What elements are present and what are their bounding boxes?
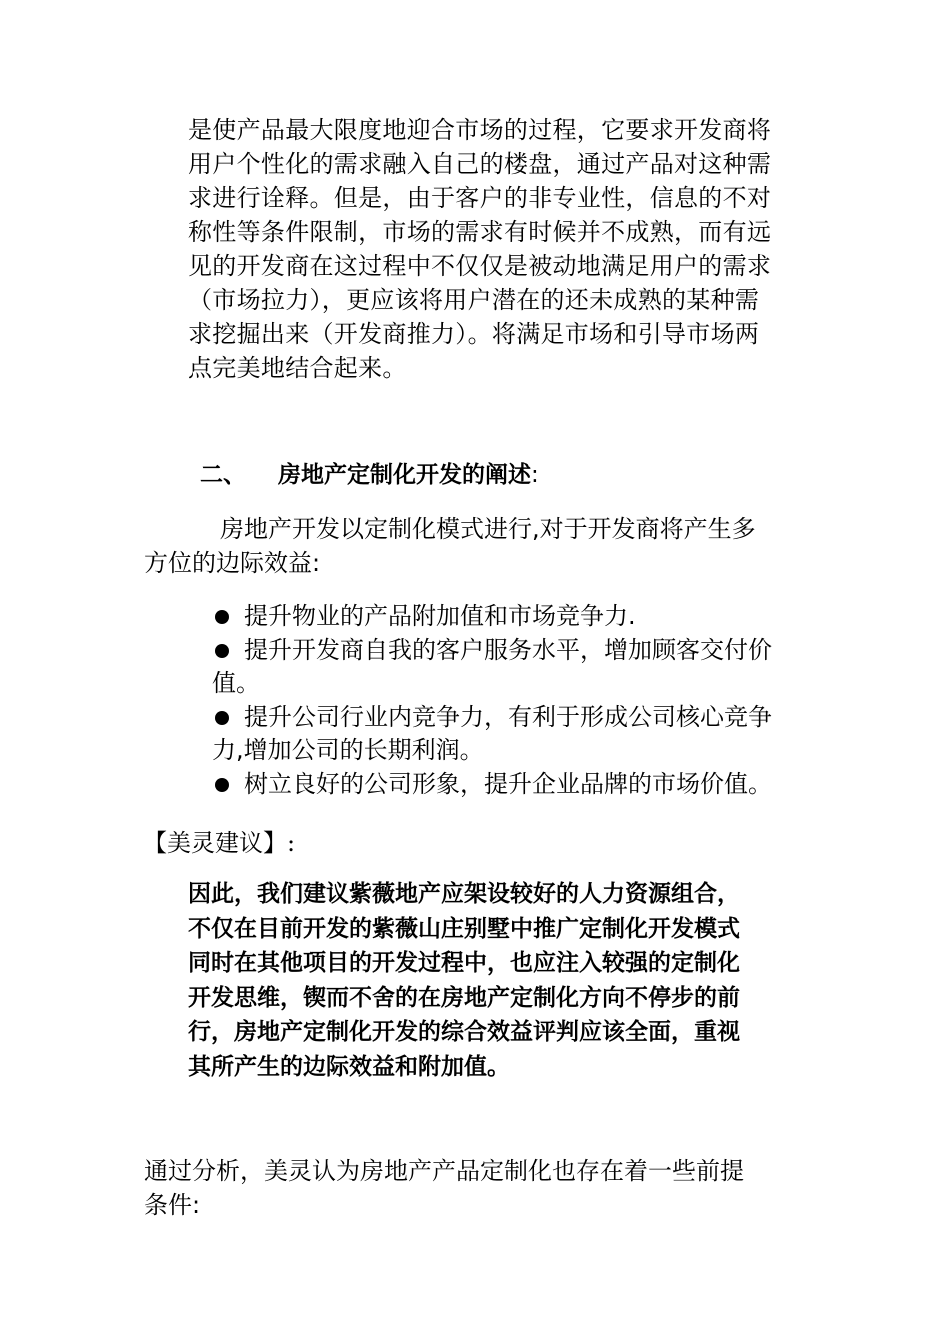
closing-paragraph [144, 1154, 814, 1222]
suggestion-label: 【美灵建议】: [143, 829, 296, 857]
paragraph-line: 因此，我们建议紫薇地产应架设较好的人力资源组合， [188, 881, 740, 907]
list-item [212, 701, 812, 767]
paragraph-line: 称性等条件限制，市场的需求有时候并不成熟，而有远 [188, 218, 772, 246]
paragraph-line: 行，房地产定制化开发的综合效益评判应该全面，重视 [188, 1019, 740, 1045]
list-item-text: 提升公司行业内竞争力，有利于形成公司核心竞争 [244, 703, 772, 731]
paragraph-line: 开发思维，锲而不舍的在房地产定制化方向不停步的前 [188, 984, 740, 1011]
section-title: 房地产定制化开发的阐述 [278, 462, 531, 488]
benefits-list [212, 600, 812, 802]
section-colon: : [531, 462, 539, 488]
paragraph-line: 是使产品最大限度地迎合市场的过程，它要求开发商将 [188, 116, 772, 144]
list-item [212, 634, 812, 700]
section-intro [144, 512, 814, 580]
paragraph-line: 点完美地结合起来。 [188, 354, 407, 382]
paragraph-line: （市场拉力），更应该将用户潜在的还未成熟的某种需 [188, 286, 760, 314]
paragraph-line: 房地产开发以定制化模式进行,对于开发商将产生多 [220, 515, 756, 543]
list-item-text: 值。 [212, 669, 260, 697]
section-number: 二、 [200, 462, 246, 488]
paragraph-line: 方位的边际效益: [144, 549, 321, 577]
paragraph-line: 条件: [144, 1191, 201, 1219]
paragraph-line: 见的开发商在这过程中不仅仅是被动地满足用户的需求 [188, 252, 772, 280]
list-item [212, 600, 812, 633]
paragraph-line: 其所产生的边际效益和附加值。 [188, 1053, 510, 1080]
bullet-icon [215, 778, 229, 792]
suggestion-body [188, 877, 818, 1084]
list-item [212, 768, 812, 801]
paragraph-line: 求挖掘出来（开发商推力）。将满足市场和引导市场两 [188, 320, 760, 348]
list-item-text: 树立良好的公司形象，提升企业品牌的市场价值。 [244, 770, 772, 798]
bullet-icon [215, 711, 229, 725]
paragraph-line: 用户个性化的需求融入自己的楼盘，通过产品对这种需 [188, 150, 772, 178]
intro-paragraph [188, 113, 808, 385]
bullet-icon [215, 610, 229, 624]
section-heading [200, 458, 539, 492]
list-item-text: 提升开发商自我的客户服务水平，增加顾客交付价 [244, 636, 772, 664]
paragraph-line: 通过分析，美灵认为房地产产品定制化也存在着一些前提 [144, 1157, 744, 1185]
paragraph-line: 同时在其他项目的开发过程中，也应注入较强的定制化 [188, 950, 740, 976]
list-item-text: 力,增加公司的长期利润。 [212, 736, 484, 764]
paragraph-line: 不仅在目前开发的紫薇山庄别墅中推广定制化开发模式 [188, 915, 740, 942]
list-item-text: 提升物业的产品附加值和市场竞争力. [244, 602, 636, 630]
paragraph-line: 求进行诠释。但是，由于客户的非专业性，信息的不对 [188, 184, 772, 212]
bullet-icon [215, 644, 229, 658]
